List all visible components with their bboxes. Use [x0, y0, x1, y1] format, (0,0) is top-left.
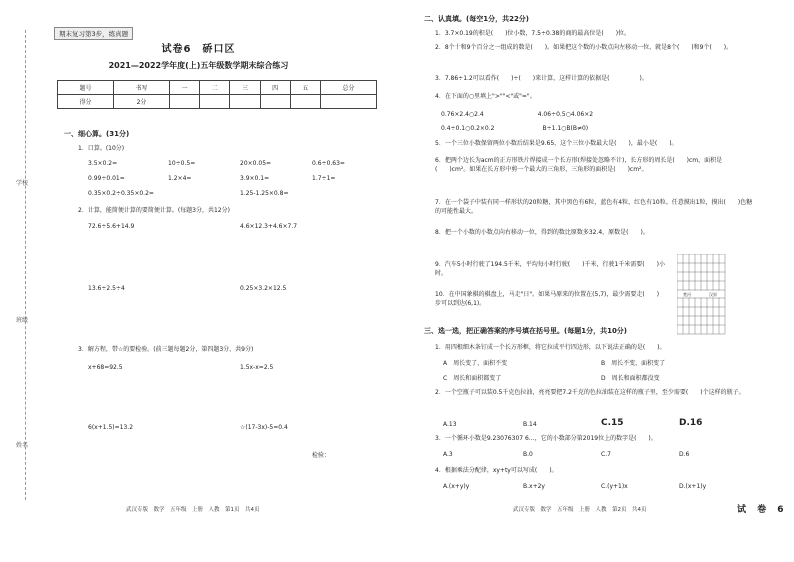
score-cell[interactable]: [200, 95, 230, 109]
score-cell: 三: [230, 81, 260, 95]
chessboard-diagram: [677, 254, 729, 336]
chess-river-label: 汉界: [709, 292, 717, 297]
score-cell: 总分: [320, 81, 376, 95]
page-footer: 武汉专版 数学 五年级 上册 人教 第1页 共4页: [126, 507, 260, 513]
score-cell: 二: [200, 81, 230, 95]
score-cell[interactable]: [320, 95, 376, 109]
equation-item: 1.5x-x=2.5: [240, 364, 274, 371]
fill-item: 9．汽车5小时行驶了194.5千米，平均每小时行驶( )千米，行驶1千米需要( )小时。: [435, 261, 665, 277]
compare-row: 0.4÷0.1○0.2×0.2 B÷1.1○B(B≠0): [435, 125, 589, 132]
section-2-heading: 二、认真填。(每空1分，共22分): [424, 15, 530, 23]
fill-item: 10．在中国象棋的棋盘上，马走"日"。如果马原来的位置在(5,7)，最少需要走( )步可以到达(6,1)。: [435, 291, 660, 307]
choice-item: 2．一个空瓶子可以装0.5千克色拉油，亮亮要把7.2千克的色拉油装在这样的瓶子里，至少需要( )个这样的瓶子。: [435, 389, 745, 396]
fill-item: 8．把一个小数的小数点向右移动一位，得到的数比原数多32.4，原数是( )。: [435, 229, 649, 236]
page-footer: 武汉专版 数学 五年级 上册 人教 第2页 共4页: [513, 507, 647, 513]
choice-option: B 周长不变，面积变了: [601, 360, 666, 367]
choice-item: 4．根据乘法分配律，xy+ty可以写成( )。: [435, 467, 558, 474]
choice-option: A.13: [443, 421, 457, 428]
choice-option: D 周长和面积都没变: [601, 375, 660, 382]
fill-item: 7．在一个袋子中装有同一样形状的20粒糖，其中黑色有6粒，蓝色有4粒，红色有10粒。任意摸出1粒，摸出( )色糖的可能性最大。: [435, 199, 753, 215]
choice-option: C 周长和面积都变了: [443, 375, 502, 382]
oral-item: 0.6÷0.63=: [312, 160, 345, 167]
oral-item: 0.35×0.2÷0.35×0.2=: [88, 190, 154, 197]
choice-item: 3．一个循环小数是9.23076307 6…，它的小数部分第2019位上的数字是( )。: [435, 435, 657, 442]
chess-river-label: 楚河: [683, 292, 691, 297]
oral-item: 1.7÷1=: [312, 175, 336, 182]
equation-item: ☆(17-3x)-5=0.4: [240, 424, 288, 431]
section-3-heading: 三、选一选，把正确答案的序号填在括号里。(每题1分，共10分): [424, 327, 628, 335]
choice-option: A 周长变了，面积不变: [443, 360, 508, 367]
score-cell[interactable]: [260, 95, 290, 109]
oral-item: 0.99÷0.01=: [88, 175, 125, 182]
fill-item: 3．7.86÷1.2可以看作( )÷( )来计算，这样计算的依据是( )。: [435, 75, 648, 82]
choice-option: A.3: [443, 451, 453, 458]
score-table-row: [58, 95, 377, 109]
oral-item: 10÷0.5=: [168, 160, 196, 167]
sidebar-name: 姓名: [16, 442, 29, 449]
equation-item: x+68=92.5: [88, 364, 123, 371]
check-label: 检验：: [312, 452, 331, 459]
choice-option: B.0: [523, 451, 533, 458]
paper-number: 试 卷 6: [737, 505, 788, 515]
oral-item: 3.5×0.2=: [88, 160, 118, 167]
compare-row: 0.76×2.4○2.4 4.06÷0.5○4.06×2: [435, 111, 594, 118]
binding-line: [25, 30, 26, 500]
choice-option: D.(x+1)y: [679, 483, 707, 490]
score-cell[interactable]: [290, 95, 320, 109]
fill-item: 6．把两个边长为acm的正方形铁片焊接成一个长方形(焊接处忽略不计)，长方形的周长是( )cm，面积是( )cm²。如果在长方形中剪一个最大的三角形，三角形的面积是( )cm²。: [435, 157, 723, 173]
score-cell: 2分: [114, 95, 170, 109]
score-table: [57, 80, 377, 109]
score-cell: 题号: [58, 81, 114, 95]
calc-item: 72.6÷5.6+14.9: [88, 223, 135, 230]
choice-option: D.16: [679, 418, 703, 428]
calc-item: 0.25×3.2×12.5: [240, 285, 287, 292]
score-table-header: [58, 81, 377, 95]
score-cell[interactable]: [230, 95, 260, 109]
choice-option: B.14: [523, 421, 537, 428]
q1-oral-title: 1．口算。(10分): [78, 145, 125, 152]
oral-item: 1.2×4=: [168, 175, 192, 182]
oral-item: 20×0.05=: [240, 160, 272, 167]
q2-calc-title: 2．计算，能简便计算的要简便计算。(每题3分，共12分): [78, 207, 230, 214]
score-cell: 一: [170, 81, 200, 95]
sidebar-class: 班级: [16, 317, 29, 324]
choice-option: C.7: [601, 451, 611, 458]
choice-option: A.(x+y)y: [443, 483, 470, 490]
oral-item: 3.9×0.1=: [240, 175, 270, 182]
sidebar-school: 学校: [16, 180, 29, 187]
choice-option: C.15: [601, 418, 624, 428]
score-cell[interactable]: [170, 95, 200, 109]
equation-item: 6(x+1.5)=13.2: [88, 424, 134, 431]
score-cell: 四: [260, 81, 290, 95]
choice-option: C.(y+1)x: [601, 483, 628, 490]
choice-option: D.6: [679, 451, 690, 458]
paper-subtitle: 2021—2022学年度(上)五年级数学期末综合练习: [108, 61, 289, 70]
score-cell: 书写: [114, 81, 170, 95]
fill-item: 2．8个十和9个百分之一组成的数是( )。如果把这个数的小数点向左移动一位，就是8个( )和9个( )。: [435, 44, 733, 51]
fill-item: 1．3.7×0.19的积是( )位小数，7.5÷0.38的商的最高位是( )位。: [435, 30, 631, 37]
review-tag: 期末复习第3步，练真题: [54, 27, 133, 40]
calc-item: 4.6×12.3+4.6×7.7: [240, 223, 298, 230]
q3-equation-title: 3．解方程，带☆的要检验。(前三题每题2分，第四题3分，共9分): [78, 346, 254, 353]
score-cell: 五: [290, 81, 320, 95]
score-cell: 得分: [58, 95, 114, 109]
choice-item: 1．用四根细木条钉成一个长方形框，将它拉成平行四边形，以下说法正确的是( )。: [435, 344, 666, 351]
fill-item: 4．在下面的○里填上">""<"或"="。: [435, 93, 536, 100]
calc-item: 13.6÷2.5÷4: [88, 285, 125, 292]
fill-item: 5．一个三位小数保留两位小数后结果是9.65，这个三位小数最大是( )，最小是( )。: [435, 140, 678, 147]
choice-option: B.x+2y: [523, 483, 545, 490]
right-page: [397, 0, 794, 562]
section-1-heading: 一、细心算。(31分): [64, 130, 130, 138]
oral-item: 1.25-1.25×0.8=: [240, 190, 289, 197]
paper-title: 试卷6 硚口区: [161, 44, 236, 55]
